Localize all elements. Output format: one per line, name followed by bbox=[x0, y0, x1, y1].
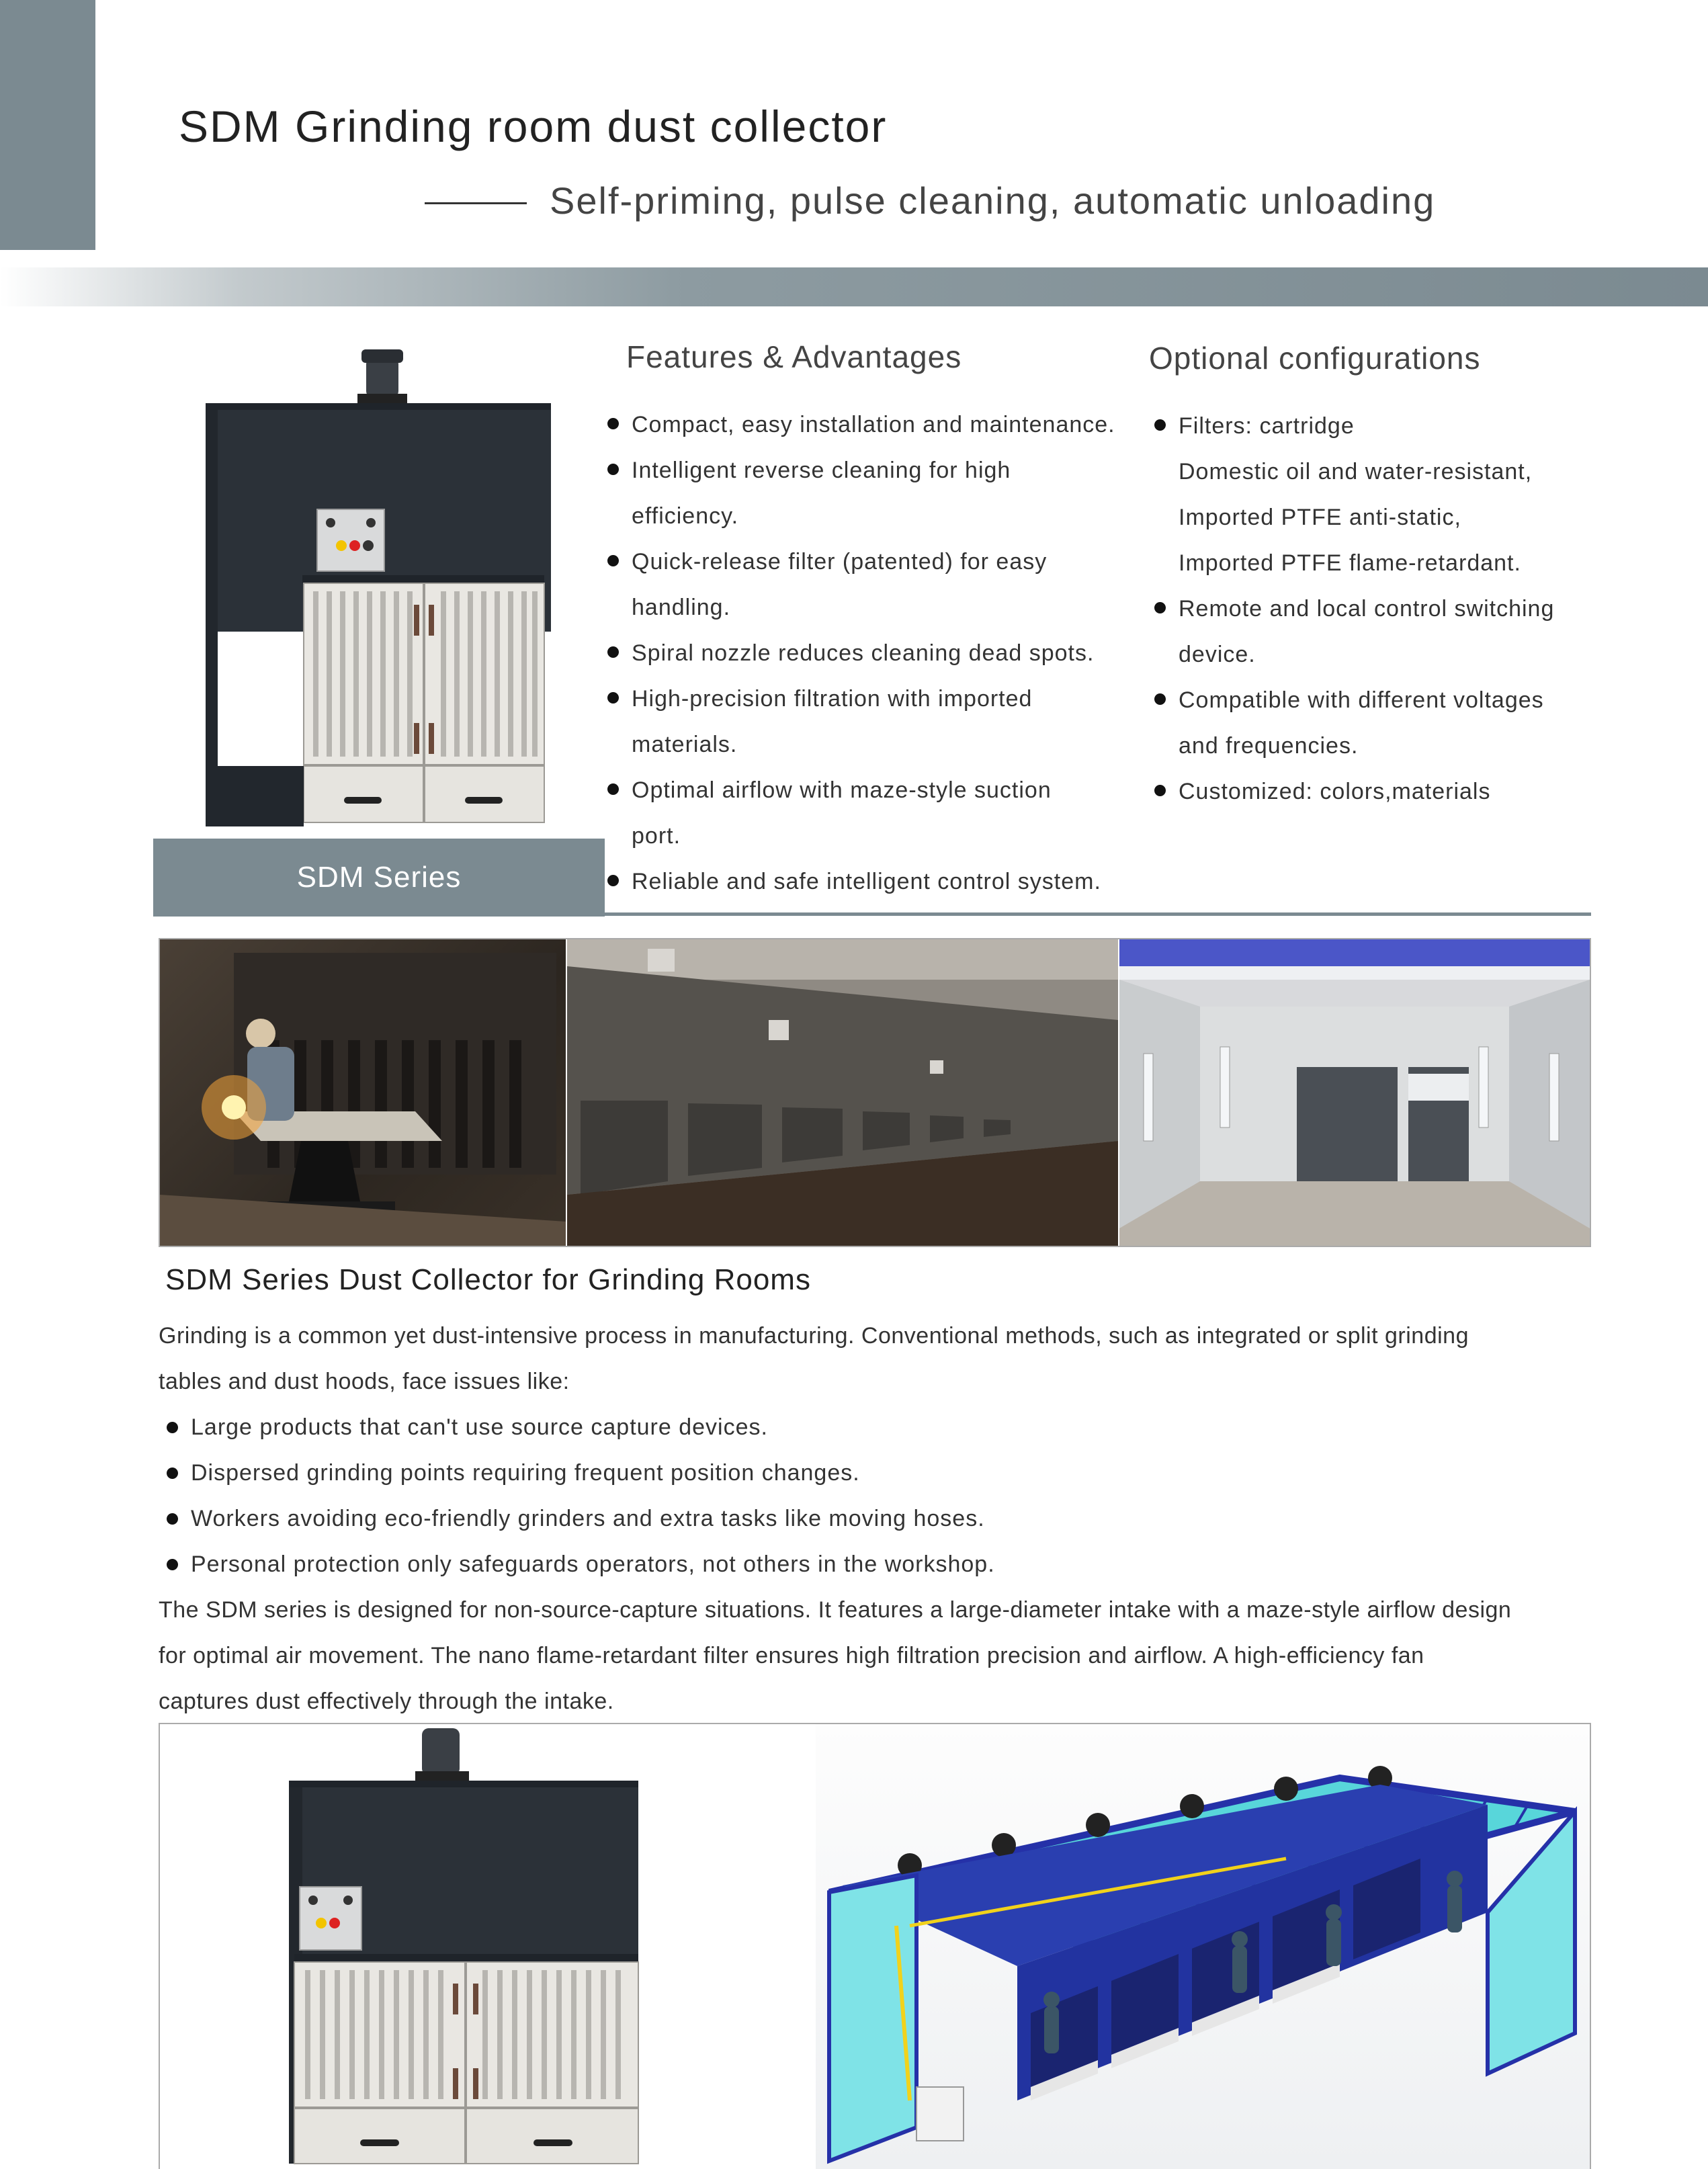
section-divider bbox=[605, 912, 1591, 916]
subtitle-rule bbox=[425, 202, 527, 204]
page-title: SDM Grinding room dust collector bbox=[179, 101, 888, 151]
closing-line-1: The SDM series is designed for non-source-capture situations. It features a large-diameter intake with a maze-style airflow design bbox=[159, 1597, 1512, 1623]
feature-item: port. bbox=[632, 823, 681, 849]
options-heading: Optional configurations bbox=[1149, 341, 1481, 376]
product-image-large bbox=[281, 1728, 657, 2169]
product-image bbox=[202, 349, 551, 833]
header-side-block bbox=[0, 0, 95, 250]
photo-grinding-worker bbox=[160, 939, 566, 1246]
issue-item: Large products that can't use source capture devices. bbox=[167, 1404, 1578, 1450]
option-item: Imported PTFE anti-static, bbox=[1179, 505, 1461, 530]
option-item: Filters: cartridge bbox=[1154, 403, 1584, 449]
series-label: SDM Series bbox=[296, 861, 462, 894]
intro-line-2: tables and dust hoods, face issues like: bbox=[159, 1369, 570, 1394]
issue-item: Personal protection only safeguards operators, not others in the workshop. bbox=[167, 1541, 1578, 1587]
description-title: SDM Series Dust Collector for Grinding Rooms bbox=[165, 1263, 811, 1296]
issue-list bbox=[167, 1404, 1578, 1587]
option-item: and frequencies. bbox=[1179, 733, 1359, 759]
option-item: Domestic oil and water-resistant, bbox=[1179, 459, 1533, 484]
feature-item: efficiency. bbox=[632, 503, 739, 529]
feature-item: Intelligent reverse cleaning for high bbox=[607, 448, 1145, 493]
header-gradient-band bbox=[0, 267, 1708, 306]
bottom-image-frame bbox=[159, 1723, 1591, 2169]
application-photo-strip bbox=[159, 938, 1591, 1247]
issue-item: Workers avoiding eco-friendly grinders and extra tasks like moving hoses. bbox=[167, 1496, 1578, 1541]
feature-item: Compact, easy installation and maintenance. bbox=[607, 402, 1145, 448]
option-item: Imported PTFE flame-retardant. bbox=[1179, 550, 1521, 576]
feature-item: Quick-release filter (patented) for easy bbox=[607, 539, 1145, 585]
feature-item: High-precision filtration with imported bbox=[607, 676, 1145, 722]
photo-grinding-room bbox=[1119, 939, 1590, 1246]
grinding-room-render bbox=[816, 1724, 1591, 2169]
option-item: device. bbox=[1179, 642, 1256, 667]
option-item: Customized: colors,materials bbox=[1154, 769, 1584, 814]
dust-collector-illustration bbox=[202, 349, 551, 833]
options-list bbox=[1154, 403, 1584, 814]
feature-item: Optimal airflow with maze-style suction bbox=[607, 767, 1145, 813]
photo-collector-row bbox=[567, 939, 1118, 1246]
features-list bbox=[607, 402, 1145, 904]
option-item: Remote and local control switching bbox=[1154, 586, 1584, 632]
issue-item: Dispersed grinding points requiring frequent position changes. bbox=[167, 1450, 1578, 1496]
feature-item: materials. bbox=[632, 732, 738, 757]
closing-line-2: for optimal air movement. The nano flame-retardant filter ensures high filtration precision and airflow. A high-efficiency fan bbox=[159, 1643, 1424, 1668]
feature-item: Reliable and safe intelligent control system. bbox=[607, 859, 1145, 904]
feature-item: handling. bbox=[632, 595, 731, 620]
feature-item: Spiral nozzle reduces cleaning dead spots. bbox=[607, 630, 1145, 676]
intro-line-1: Grinding is a common yet dust-intensive process in manufacturing. Conventional methods, such as integrated or split grinding bbox=[159, 1323, 1469, 1349]
page-subtitle: Self-priming, pulse cleaning, automatic unloading bbox=[550, 179, 1436, 222]
features-heading: Features & Advantages bbox=[626, 339, 962, 374]
closing-line-3: captures dust effectively through the intake. bbox=[159, 1689, 614, 1714]
option-item: Compatible with different voltages bbox=[1154, 677, 1584, 723]
